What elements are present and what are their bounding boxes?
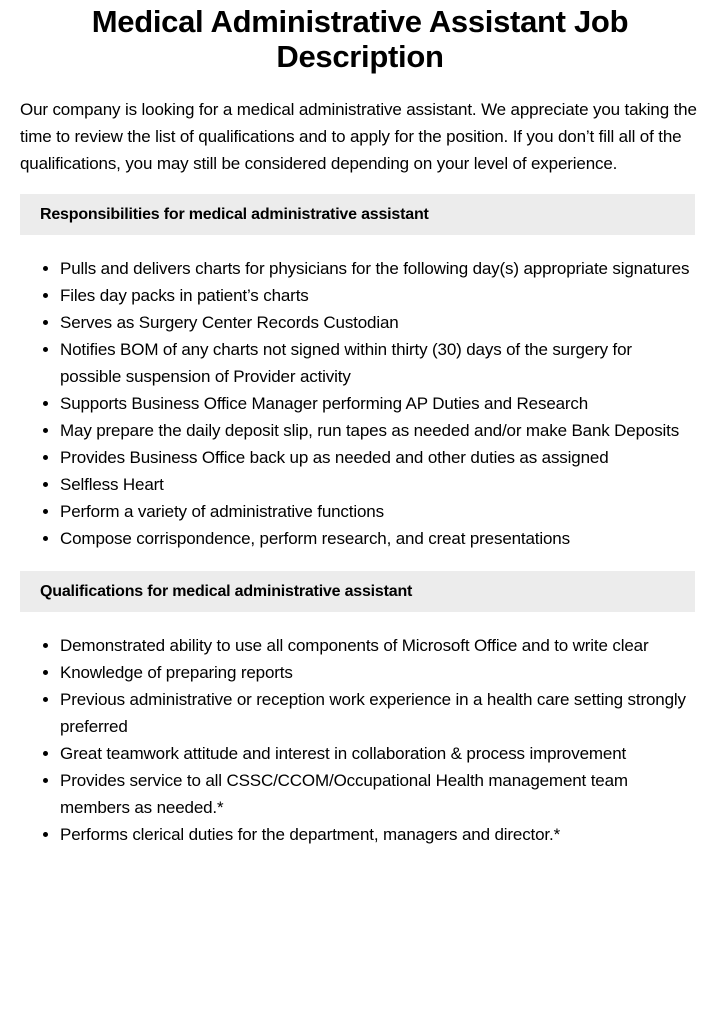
list-item: • May prepare the daily deposit slip, run tapes as needed and/or make Bank Deposits xyxy=(60,417,690,444)
list-item: • Perform a variety of administrative functions xyxy=(60,498,690,525)
responsibilities-list xyxy=(0,255,690,552)
page-title: Medical Administrative Assistant Job Description xyxy=(91,4,629,74)
intro-paragraph: Our company is looking for a medical administrative assistant. We appreciate you taking the time to review the list of qualifications and to apply for the position. If you don’t fill all of the qualifications, you may still be considered depending on your level of experience. xyxy=(20,100,697,173)
list-item: • Performs clerical duties for the department, managers and director.* xyxy=(60,821,690,848)
list-item: • Previous administrative or reception work experience in a health care setting strongly preferred xyxy=(60,686,690,740)
list-item: • Great teamwork attitude and interest in collaboration & process improvement xyxy=(60,740,690,767)
list-item: • Supports Business Office Manager performing AP Duties and Research xyxy=(60,390,690,417)
list-item: • Files day packs in patient’s charts xyxy=(60,282,690,309)
list-item: • Provides Business Office back up as needed and other duties as assigned xyxy=(60,444,690,471)
list-item: • Notifies BOM of any charts not signed within thirty (30) days of the surgery for possible suspension of Provider activity xyxy=(60,336,690,390)
list-item: • Provides service to all CSSC/CCOM/Occupational Health management team members as needed.* xyxy=(60,767,690,821)
list-item: • Demonstrated ability to use all components of Microsoft Office and to write clear xyxy=(60,632,690,659)
qualifications-list xyxy=(0,632,690,848)
list-item: • Pulls and delivers charts for physicians for the following day(s) appropriate signatures xyxy=(60,255,690,282)
list-item: • Selfless Heart xyxy=(60,471,690,498)
list-item: • Serves as Surgery Center Records Custodian xyxy=(60,309,690,336)
list-item: • Compose corrispondence, perform research, and creat presentations xyxy=(60,525,690,552)
qualifications-heading: Qualifications for medical administrative assistant xyxy=(20,571,695,612)
list-item: • Knowledge of preparing reports xyxy=(60,659,690,686)
responsibilities-heading: Responsibilities for medical administrative assistant xyxy=(20,194,695,235)
